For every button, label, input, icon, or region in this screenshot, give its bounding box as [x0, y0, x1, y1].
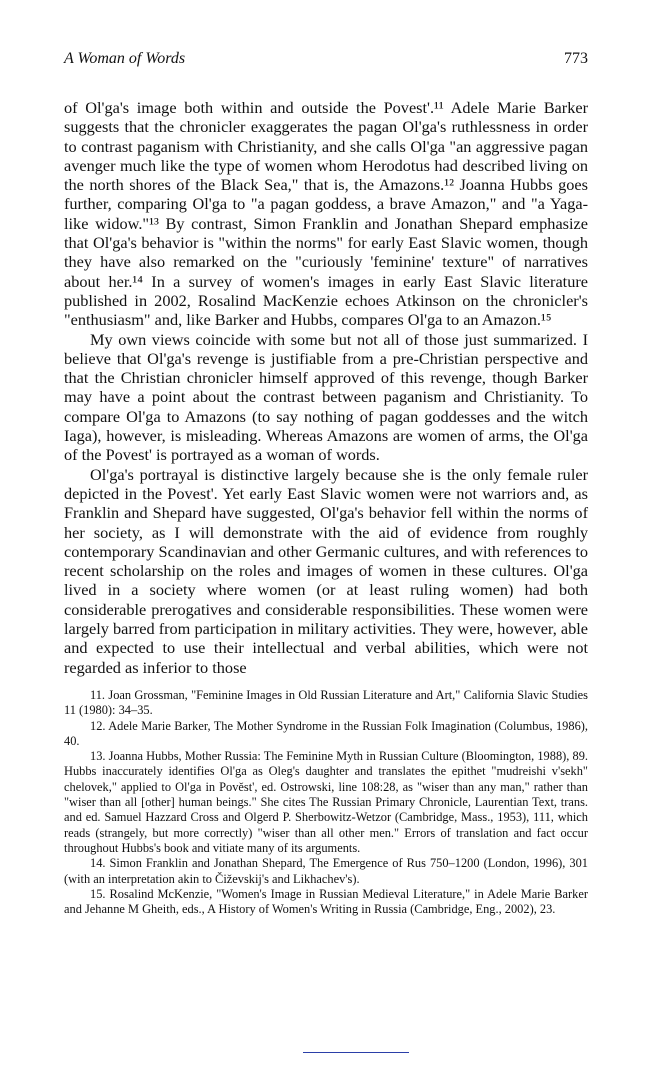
bottom-rule	[303, 1052, 409, 1053]
paragraph: My own views coincide with some but not all of those just summarized. I believe that Ol'ga's revenge is justifiable from a pre-Christian perspective and that the Christian chronicler himself approved of this revenge, though Barker may have a point about the contrast between paganism and Christianity. To compare Ol'ga to Amazons (to say nothing of pagan goddesses and the witch Iaga), however, is misleading. Whereas Amazons are women of arms, the Ol'ga of the Povest' is portrayed as a woman of words.	[64, 329, 588, 465]
running-title: A Woman of Words	[64, 50, 186, 67]
footnote-11: 11. Joan Grossman, "Feminine Images in Old Russian Literature and Art," California Slavic Studies 11 (1980): 34–35.	[64, 688, 588, 718]
paragraph: of Ol'ga's image both within and outside the Povest'.¹¹ Adele Marie Barker suggests that the chronicler exaggerates the pagan Ol'ga's ruthlessness in order to contrast paganism with Christianity, and she calls Ol'ga "an aggressive pagan avenger much like the type of women whom Herodotus had described living on the north shores of the Black Sea," that is, the Amazons.¹² Joanna Hubbs goes further, comparing Ol'ga to "a pagan goddess, a brave Amazon," and "a Yaga-like widow."¹³ By contrast, Simon Franklin and Jonathan Shepard emphasize that Ol'ga's behavior is "within the norms" for early East Slavic women, though they have also remarked on the "curiously 'feminine' texture" of narratives about her.¹⁴ In a survey of women's images in early East Slavic literature published in 2002, Rosalind MacKenzie echoes Atkinson on the chronicler's "enthusiasm" and, like Barker and Hubbs, compares Ol'ga to an Amazon.¹⁵	[64, 98, 588, 330]
page-number: 773	[564, 50, 588, 67]
main-text	[64, 98, 588, 677]
footnote-15: 15. Rosalind McKenzie, "Women's Image in Russian Medieval Literature," in Adele Marie Barker and Jehanne M Gheith, eds., A History of Women's Writing in Russia (Cambridge, Eng., 2002), 23.	[64, 886, 588, 917]
footnote-13: 13. Joanna Hubbs, Mother Russia: The Feminine Myth in Russian Culture (Bloomington, 1988), 89. Hubbs inaccurately identifies Ol'ga as Oleg's daughter and translates the epithet "mudreishi v'sekh" chelovek," applied to Ol'ga in Pověst', ed. Ostrowski, line 108:28, as "wiser than any man," rather than "wiser than all [other] human beings." She cites The Russian Primary Chronicle, Laurentian Text, trans. and ed. Samuel Hazzard Cross and Olgerd P. Sherbowitz-Wetzor (Cambridge, Mass., 1953), 111, which reads (strangely, but more correctly) "wiser than all other men." Errors of translation and fact occur throughout Hubbs's book and vitiate many of its arguments.	[64, 749, 588, 855]
footnotes	[64, 688, 588, 917]
footnote-14: 14. Simon Franklin and Jonathan Shepard, The Emergence of Rus 750–1200 (London, 1996), 301 (with an interpretation akin to Čiževskij's and Likhachev's).	[64, 856, 588, 886]
paragraph: Ol'ga's portrayal is distinctive largely because she is the only female ruler depicted in the Povest'. Yet early East Slavic women were not warriors and, as Franklin and Shepard have suggested, Ol'ga's behavior fell within the norms of her society, as I will demonstrate with the aid of evidence from roughly contemporary Scandinavian and other Germanic cultures, and with references to recent scholarship on the roles and images of women in these cultures. Ol'ga lived in a society where women (or at least ruling women) had both considerable prerogatives and considerable responsibilities. These women were largely barred from participation in military activities. They were, however, able and expected to use their intellectual and verbal abilities, which were not regarded as inferior to those	[64, 464, 588, 677]
footnote-12: 12. Adele Marie Barker, The Mother Syndrome in the Russian Folk Imagination (Columbus, 1986), 40.	[64, 718, 588, 748]
running-header	[64, 50, 588, 72]
